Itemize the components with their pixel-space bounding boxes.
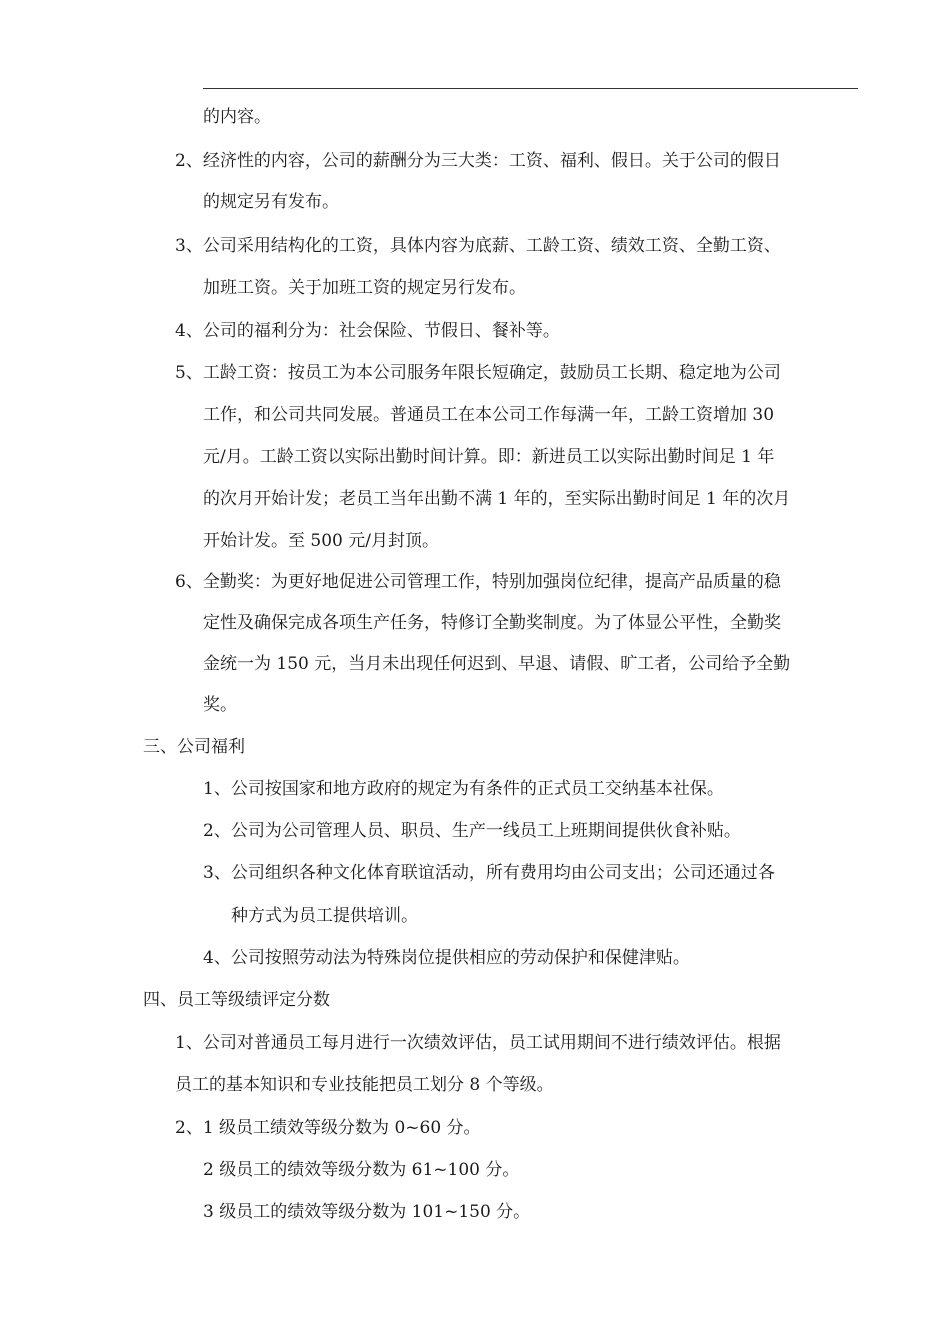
text-line: 1、公司对普通员工每月进行一次绩效评估，员工试用期间不进行绩效评估。根据 xyxy=(175,1033,781,1053)
header-rule xyxy=(203,88,858,89)
text-line: 加班工资。关于加班工资的规定另行发布。 xyxy=(203,278,526,298)
text-line: 6、全勤奖：为更好地促进公司管理工作，特别加强岗位纪律，提高产品质量的稳 xyxy=(175,572,781,592)
text-line: 员工的基本知识和专业技能把员工划分 8 个等级。 xyxy=(175,1075,554,1095)
text-line: 的内容。 xyxy=(203,107,271,127)
text-line: 奖。 xyxy=(203,695,237,715)
text-line: 的规定另有发布。 xyxy=(203,192,339,212)
text-line: 种方式为员工提供培训。 xyxy=(231,906,418,926)
text-line: 4、公司按照劳动法为特殊岗位提供相应的劳动保护和保健津贴。 xyxy=(203,948,690,968)
text-line: 3 级员工的绩效等级分数为 101~150 分。 xyxy=(203,1202,531,1222)
text-line: 5、工龄工资：按员工为本公司服务年限长短确定，鼓励员工长期、稳定地为公司 xyxy=(175,363,781,383)
text-line: 4、公司的福利分为：社会保险、节假日、餐补等。 xyxy=(175,321,560,341)
text-line: 2 级员工的绩效等级分数为 61~100 分。 xyxy=(203,1160,520,1180)
text-line: 2、公司为公司管理人员、职员、生产一线员工上班期间提供伙食补贴。 xyxy=(203,821,741,841)
section-heading: 三、公司福利 xyxy=(143,737,245,757)
text-line: 3、公司组织各种文化体育联谊活动，所有费用均由公司支出；公司还通过各 xyxy=(203,863,775,883)
text-line: 3、公司采用结构化的工资，具体内容为底薪、工龄工资、绩效工资、全勤工资、 xyxy=(175,236,781,256)
text-line: 金统一为 150 元，当月未出现任何迟到、早退、请假、旷工者，公司给予全勤 xyxy=(203,654,791,674)
text-line: 1、公司按国家和地方政府的规定为有条件的正式员工交纳基本社保。 xyxy=(203,779,724,799)
text-line: 定性及确保完成各项生产任务，特修订全勤奖制度。为了体显公平性，全勤奖 xyxy=(203,613,781,633)
text-line: 2、1 级员工绩效等级分数为 0~60 分。 xyxy=(175,1118,481,1138)
section-heading: 四、员工等级绩评定分数 xyxy=(143,990,330,1010)
text-line: 元/月。工龄工资以实际出勤时间计算。即：新进员工以实际出勤时间足 1 年 xyxy=(203,447,775,467)
text-line: 开始计发。至 500 元/月封顶。 xyxy=(203,531,439,551)
text-line: 工作，和公司共同发展。普通员工在本公司工作每满一年，工龄工资增加 30 xyxy=(203,405,775,425)
text-line: 的次月开始计发；老员工当年出勤不满 1 年的，至实际出勤时间足 1 年的次月 xyxy=(203,489,791,509)
text-line: 2、经济性的内容，公司的薪酬分为三大类：工资、福利、假日。关于公司的假日 xyxy=(175,151,781,171)
